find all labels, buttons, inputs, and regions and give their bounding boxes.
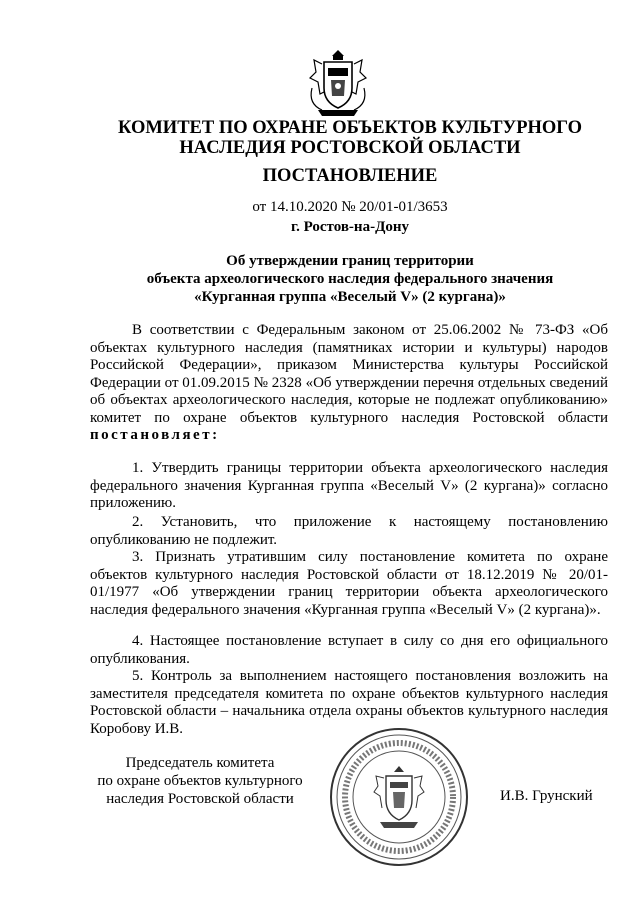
document-type: ПОСТАНОВЛЕНИЕ <box>262 166 438 186</box>
org-name-line1: КОМИТЕТ ПО ОХРАНЕ ОБЪЕКТОВ КУЛЬТУРНОГО <box>118 118 582 138</box>
signatory-name: И.В. Грунский <box>500 788 593 804</box>
clause-5: 5. Контроль за выполнением настоящего постановления возложить на заместителя председателя комитета по охране объектов культурного наследия Ростовской области – начальника отдела охраны объектов культурного наследия Коробову И.В. <box>90 668 608 737</box>
clause-1: 1. Утвердить границы территории объекта археологического наследия федерального значения Курганная группа «Веселый V» (2 кургана)» согласно приложению. <box>90 460 608 511</box>
intro-text: В соответствии с Федеральным законом от 25.06.2002 № 73-ФЗ «Об объектах культурного наследия (памятниках истории и культуры) народов Российской Федерации», приказом Министерства культуры Российской Федерации от 01.09.2015 № 2328 «Об утверждении перечня отдельных сведений об объектах археологического наследия, которые не подлежат опубликованию» комитет по охране объектов культурного наследия Ростовской области <box>90 322 608 426</box>
subject-line2: объекта археологического наследия федерального значения <box>146 271 554 287</box>
intro-paragraph <box>90 322 608 445</box>
decree-word: постановляет: <box>90 427 220 443</box>
document-date-number: от 14.10.2020 № 20/01-01/3653 <box>252 199 448 215</box>
signatory-title-line3: наследия Ростовской области <box>106 791 294 807</box>
org-name-line2: НАСЛЕДИЯ РОСТОВСКОЙ ОБЛАСТИ <box>179 138 521 158</box>
seal-icon <box>328 726 470 868</box>
signatory-title-line2: по охране объектов культурного <box>97 773 303 789</box>
clause-4: 4. Настоящее постановление вступает в силу со дня его официального опубликования. <box>90 633 608 667</box>
subject-line3: «Курганная группа «Веселый V» (2 кургана)» <box>194 289 506 305</box>
clause-2: 2. Установить, что приложение к настоящему постановлению опубликованию не подлежит. <box>90 514 608 548</box>
subject-line1: Об утверждении границ территории <box>226 253 474 269</box>
document-city: г. Ростов-на-Дону <box>290 219 410 235</box>
signatory-title-line1: Председатель комитета <box>125 755 275 771</box>
coat-of-arms-icon <box>300 48 376 118</box>
clause-3: 3. Признать утратившим силу постановление комитета по охране объектов культурного наследия Ростовской области от 18.12.2019 № 20/01-01/1977 «Об утверждении границ территории объекта археологического наследия федерального значения «Курганная группа «Веселый V» (2 кургана)». <box>90 549 608 618</box>
